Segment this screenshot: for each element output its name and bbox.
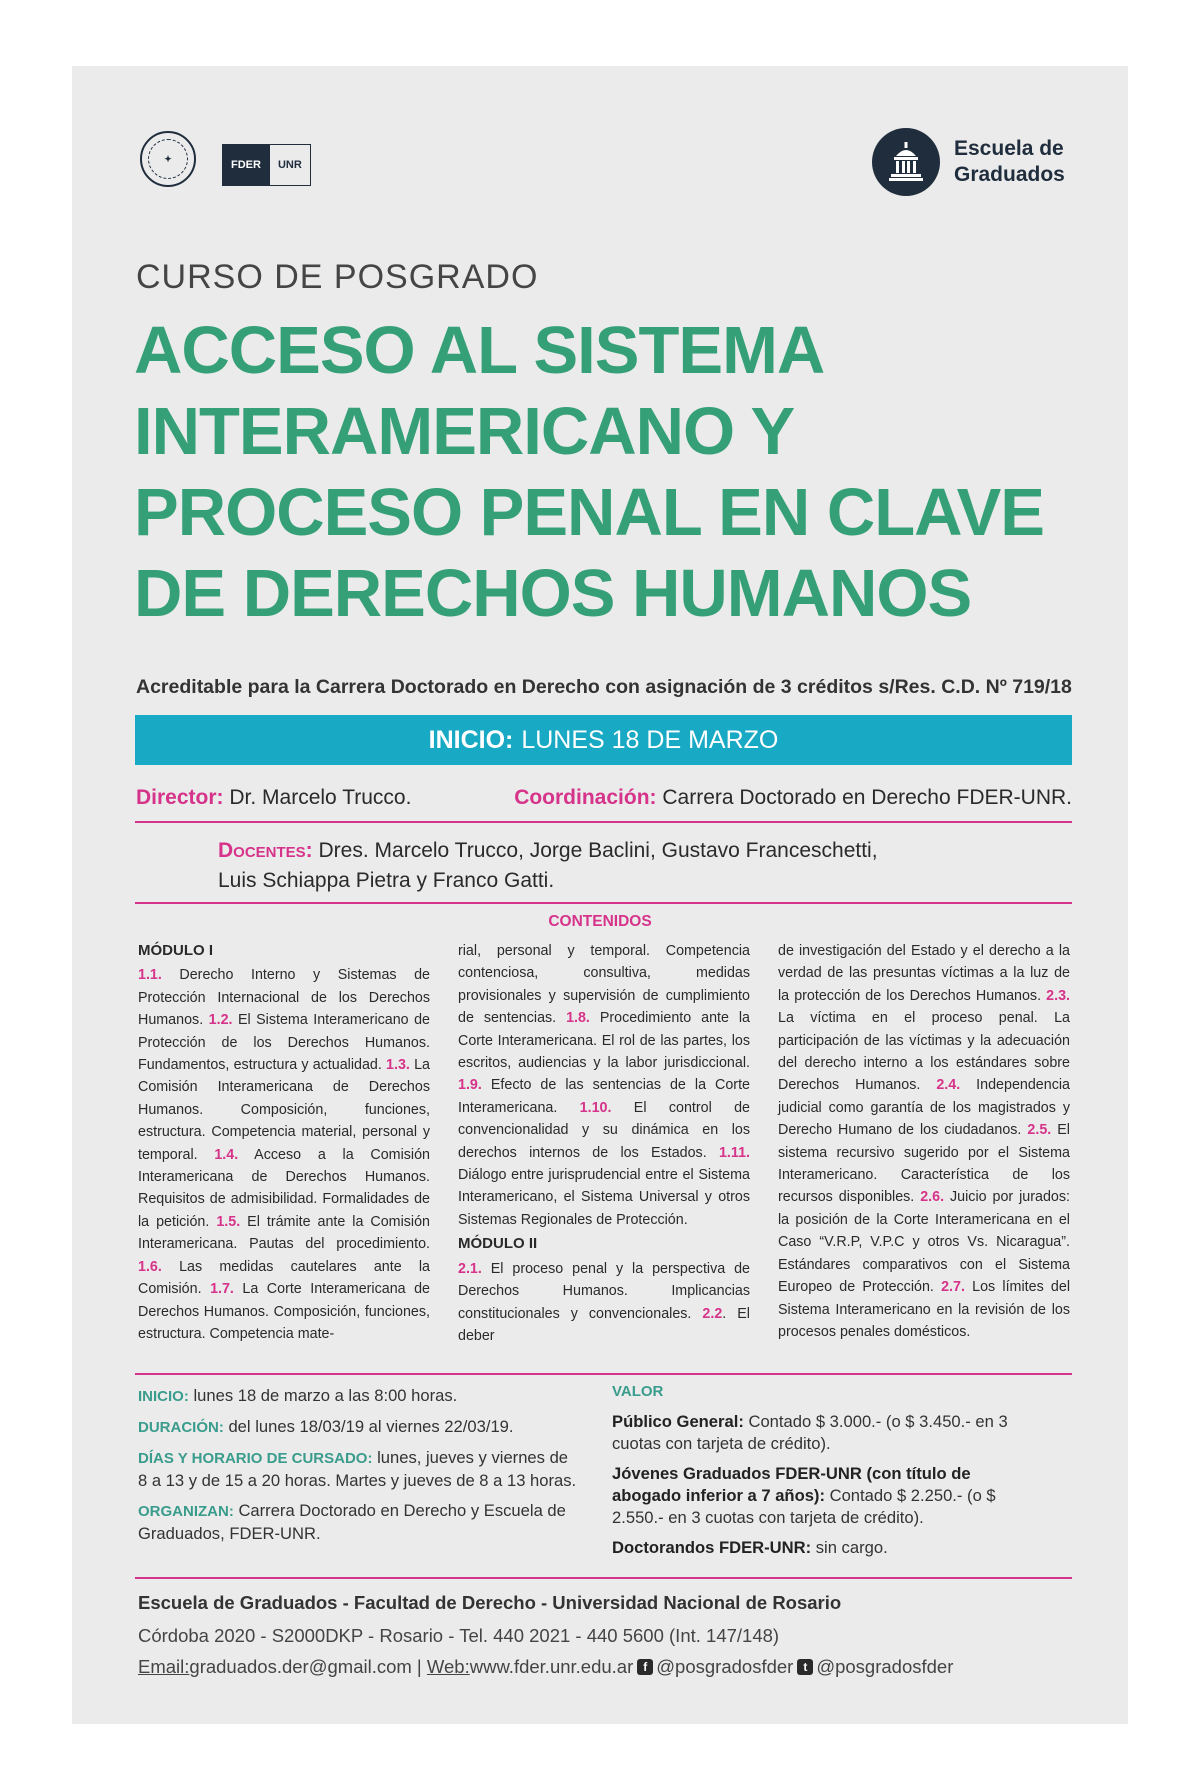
- detail-organizan-value: Carrera Doctorado en Derecho y Escuela de Graduados, FDER-UNR.: [138, 1501, 566, 1543]
- topic-number: 2.6.: [920, 1189, 945, 1206]
- detail-dias-label: DÍAS Y HORARIO DE CURSADO:: [138, 1450, 373, 1467]
- facebook-handle[interactable]: @posgradosfder: [656, 1656, 794, 1677]
- divider: [135, 1577, 1072, 1579]
- topic-text: Procedimiento ante la Corte Interamericana. El rol de las partes, los escritos, audiencias y la labor jurisdiccional.: [458, 1010, 751, 1072]
- contents-column-2: [458, 940, 750, 1347]
- coordination-label: Coordinación:: [514, 786, 657, 809]
- divider: [135, 1373, 1072, 1375]
- price-general: [612, 1411, 1032, 1455]
- email-value[interactable]: graduados.der@gmail.com |: [189, 1656, 422, 1677]
- topic-number: 1.10.: [579, 1099, 612, 1116]
- price-general-value: Contado $ 3.000.- (o $ 3.450.- en 3 cuotas con tarjeta de crédito).: [612, 1412, 1008, 1453]
- start-band-label: INICIO:: [428, 725, 514, 754]
- pricing-heading: VALOR: [612, 1383, 664, 1400]
- detail-inicio-label: INICIO:: [138, 1388, 189, 1405]
- topic-number: 2.3.: [1046, 987, 1070, 1004]
- module-heading: MÓDULO I: [138, 942, 213, 959]
- escuela-line2: Graduados: [954, 163, 1065, 186]
- docentes-line1: Dres. Marcelo Trucco, Jorge Baclini, Gustavo Franceschetti,: [318, 839, 878, 862]
- docentes-label: Docentes:: [218, 839, 313, 862]
- title-line-4: DE DERECHOS HUMANOS: [134, 556, 972, 631]
- topic-text: Los límites del Sistema Interamericano en la revisión de los procesos penales domésticos.: [778, 1279, 1070, 1340]
- contents-paragraph: [458, 1258, 750, 1348]
- topic-number: 1.4.: [214, 1146, 239, 1163]
- topic-number: 2.2: [702, 1305, 723, 1322]
- detail-dias-value: lunes, jueves y viernes de 8 a 13 y de 15 a 20 horas. Martes y jueves de 8 a 13 horas.: [138, 1448, 577, 1490]
- director-label: Director:: [136, 786, 224, 809]
- topic-text: Las medidas cautelares ante la Comisión.: [138, 1258, 430, 1298]
- topic-number: 1.8.: [566, 1010, 590, 1027]
- detail-duracion-label: DURACIÓN:: [138, 1419, 224, 1436]
- email-label: Email:: [138, 1656, 190, 1677]
- price-jovenes-label: Jóvenes Graduados FDER-UNR (con título de abogado inferior a 7 años):: [612, 1464, 971, 1505]
- contents-heading: CONTENIDOS: [548, 913, 652, 930]
- detail-inicio: [138, 1385, 578, 1408]
- course-details: [138, 1385, 578, 1545]
- docentes-block: [218, 836, 878, 896]
- docentes-line2: Luis Schiappa Pietra y Franco Gatti.: [218, 869, 555, 892]
- topic-text: Independencia judicial como garantía de los magistrados y Derecho Humano de los ciudadanos.: [778, 1077, 1070, 1139]
- director-line: [136, 786, 411, 810]
- contents-column-3: [778, 940, 1070, 1343]
- detail-organizan-label: ORGANIZAN:: [138, 1503, 234, 1520]
- course-kicker: CURSO DE POSGRADO: [136, 258, 539, 296]
- start-date-band: [135, 715, 1072, 765]
- topic-text: Derecho Interno y Sistemas de Protección Internacional de los Derechos Humanos.: [138, 967, 430, 1029]
- contents-paragraph: [458, 940, 750, 1231]
- title-line-3: PROCESO PENAL EN CLAVE: [134, 475, 1044, 550]
- topic-number: 2.5.: [1027, 1122, 1052, 1139]
- topic-text: rial, personal y temporal. Competencia contenciosa, consultiva, medidas provisionales y supervisión de cumplimiento de sentencias.: [458, 943, 750, 1027]
- topic-text: de investigación del Estado y el derecho a la verdad de las presuntas víctimas a la luz de la protección de los Derechos Humanos.: [778, 943, 1070, 1004]
- topic-number: 1.5.: [216, 1213, 241, 1230]
- web-value[interactable]: www.fder.unr.edu.ar: [469, 1656, 634, 1677]
- topic-text: Efecto de las sentencias de la Corte Interamericana.: [458, 1077, 750, 1116]
- topic-number: 2.4.: [936, 1077, 961, 1094]
- course-title: [134, 310, 1044, 634]
- unr-seal-logo: [140, 131, 196, 187]
- topic-text: La Comisión Interamericana de Derechos Humanos. Composición, funciones, estructura. Competencia material, personal y temporal.: [138, 1057, 431, 1163]
- topic-number: 1.9.: [458, 1077, 482, 1094]
- topic-number: 1.3.: [386, 1057, 410, 1074]
- detail-inicio-value: lunes 18 de marzo a las 8:00 horas.: [188, 1386, 458, 1405]
- topic-text: Acceso a la Comisión Interamericana de Derechos Humanos. Requisitos de admisibilidad. Formalidades de la petición.: [138, 1146, 430, 1230]
- contents-paragraph: [778, 940, 1070, 1343]
- topic-text: El sistema recursivo sugerido por el Sistema Interamericano. Característica de los recursos disponibles.: [778, 1122, 1070, 1206]
- price-jovenes-value: Contado $ 2.250.- (o $ 2.550.- en 3 cuotas con tarjeta de crédito).: [612, 1486, 996, 1527]
- title-line-1: ACCESO AL SISTEMA: [134, 313, 825, 388]
- price-jovenes: [612, 1463, 1032, 1529]
- footer-institution: Escuela de Graduados - Facultad de Derecho - Universidad Nacional de Rosario: [138, 1592, 842, 1613]
- title-line-2: INTERAMERICANO Y: [134, 394, 795, 469]
- topic-number: 2.7.: [941, 1279, 965, 1296]
- footer-contact: [138, 1656, 953, 1678]
- detail-duracion: [138, 1416, 578, 1439]
- topic-text: Juicio por jurados: la posición de la Corte Interamericana en el Caso “V.R.P, V.P.C y otros Vs. Nicaragua”. Estándares comparativos con el Sistema Europeo de Protección.: [778, 1189, 1070, 1296]
- topic-number: 2.1.: [458, 1260, 482, 1277]
- escuela-graduados-logo-text: [954, 136, 1065, 188]
- accreditation-note: Acreditable para la Carrera Doctorado en Derecho con asignación de 3 créditos s/Res. C.D. Nº 719/18: [136, 676, 1072, 698]
- fder-unr-logo: [222, 144, 311, 186]
- topic-number: 1.2.: [208, 1012, 233, 1029]
- topic-text: El Sistema Interamericano de Protección de los Derechos Humanos. Fundamentos, estructura y actualidad.: [138, 1012, 430, 1074]
- detail-duracion-value: del lunes 18/03/19 al viernes 22/03/19.: [223, 1417, 514, 1436]
- twitter-icon[interactable]: t: [797, 1659, 813, 1675]
- topic-text: . El deber: [458, 1305, 750, 1344]
- footer-address: Córdoba 2020 - S2000DKP - Rosario - Tel. 440 2021 - 440 5600 (Int. 147/148): [138, 1625, 780, 1646]
- price-general-label: Público General:: [612, 1412, 744, 1431]
- pricing-block: [612, 1381, 1032, 1559]
- contents-paragraph: [138, 964, 430, 1345]
- escuela-building-icon: [872, 128, 940, 196]
- topic-number: 1.7.: [210, 1281, 234, 1298]
- topic-number: 1.11.: [718, 1144, 750, 1161]
- price-doctorandos-label: Doctorandos FDER-UNR:: [612, 1538, 812, 1557]
- fder-logo-label: FDER: [223, 145, 269, 185]
- web-label: Web:: [426, 1656, 470, 1677]
- topic-number: 1.6.: [138, 1258, 162, 1275]
- topic-text: La víctima en el proceso penal. La participación de las víctimas y la adecuación del derecho interno a los estándares sobre Derechos Humanos.: [778, 1010, 1070, 1094]
- unr-logo-label: UNR: [269, 145, 310, 185]
- topic-text: El control de convencionalidad y su dinámica en los derechos internos de los Estados.: [458, 1099, 750, 1161]
- topic-text: Diálogo entre jurisprudencial entre el Sistema Interamericano, el Sistema Universal y otros Sistemas Regionales de Protección.: [458, 1167, 750, 1228]
- contents-column-1: [138, 940, 430, 1345]
- detail-organizan: [138, 1500, 578, 1545]
- module-heading: MÓDULO II: [458, 1235, 538, 1253]
- director-value: Dr. Marcelo Trucco.: [229, 786, 412, 809]
- detail-dias: [138, 1447, 578, 1492]
- divider: [135, 821, 1072, 823]
- topic-text: El trámite ante la Comisión Interamericana. Pautas del procedimiento.: [138, 1213, 430, 1253]
- coordination-line: [514, 786, 1072, 810]
- coordination-value: Carrera Doctorado en Derecho FDER-UNR.: [662, 786, 1072, 809]
- start-band-value: LUNES 18 DE MARZO: [521, 725, 779, 754]
- topic-text: El proceso penal y la perspectiva de Derechos Humanos. Implicancias constitucionales y convencionales.: [458, 1260, 750, 1322]
- topic-number: 1.1.: [138, 967, 162, 984]
- escuela-line1: Escuela de: [954, 137, 1064, 160]
- divider: [135, 902, 1072, 904]
- twitter-handle[interactable]: @posgradosfder: [816, 1656, 954, 1677]
- price-doctorandos: [612, 1537, 1032, 1559]
- topic-text: La Corte Interamericana de Derechos Humanos. Composición, funciones, estructura. Competencia mate-: [138, 1281, 430, 1342]
- price-doctorandos-value: sin cargo.: [811, 1538, 888, 1557]
- seal-emblem-icon: ✦: [148, 139, 188, 179]
- facebook-icon[interactable]: f: [637, 1659, 653, 1675]
